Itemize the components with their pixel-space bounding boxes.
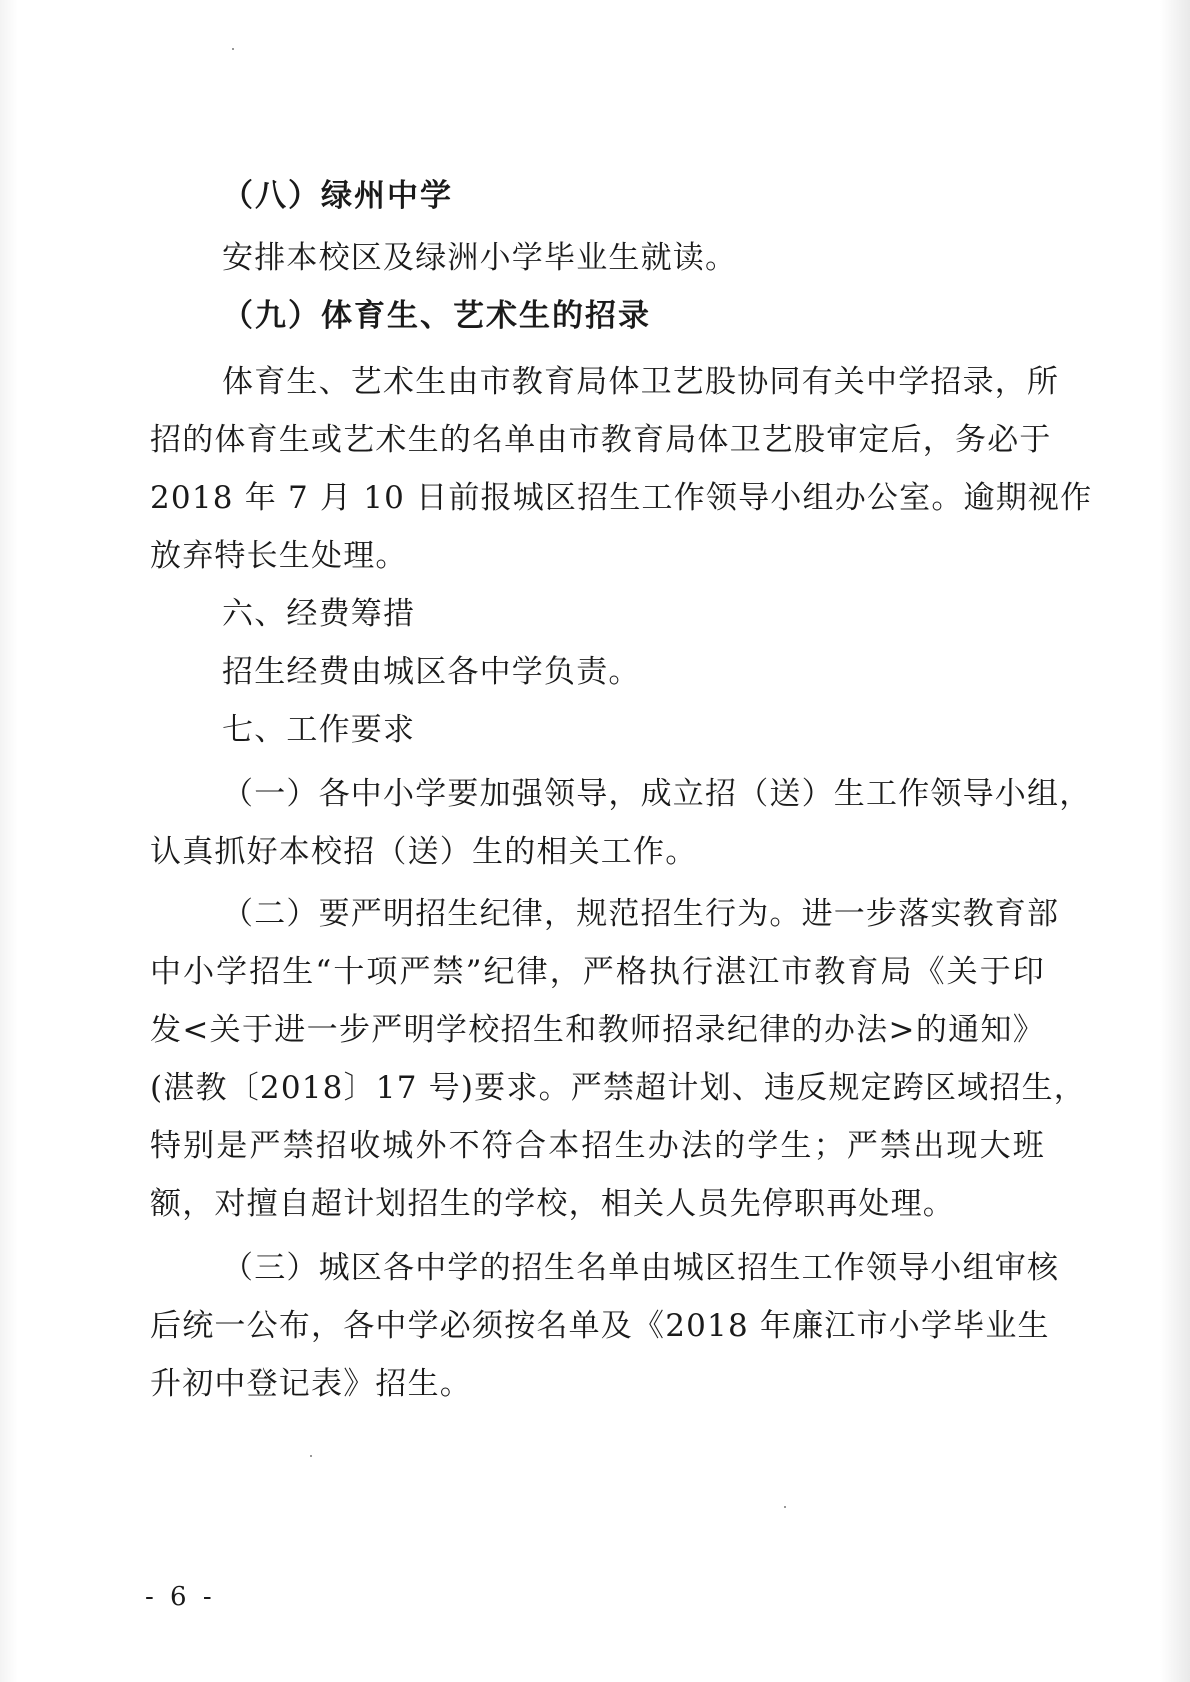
paragraph-line: 招生经费由城区各中学负责。 <box>222 654 641 690</box>
heading-lvzhou-school: （八）绿州中学 <box>222 178 453 214</box>
paragraph-line: 中小学招生“十项严禁”纪律，严格执行湛江市教育局《关于印 <box>150 954 1045 990</box>
section-heading-funding: 六、经费筹措 <box>222 596 416 632</box>
paragraph-line: 特别是严禁招收城外不符合本招生办法的学生；严禁出现大班 <box>150 1128 1045 1164</box>
page-number: - 6 - <box>145 1582 216 1612</box>
scan-speck <box>310 1455 312 1457</box>
paragraph-line: 发<关于进一步严明学校招生和教师招录纪律的办法>的通知》 <box>150 1012 1045 1048</box>
paragraph-line: 认真抓好本校招（送）生的相关工作。 <box>150 834 698 870</box>
heading-sports-art-admission: （九）体育生、艺术生的招录 <box>222 298 651 334</box>
scan-speck <box>232 48 234 50</box>
paragraph-line: （二）要严明招生纪律，规范招生行为。进一步落实教育部 <box>222 896 1060 932</box>
section-heading-requirements: 七、工作要求 <box>222 712 416 748</box>
paragraph-line: 体育生、艺术生由市教育局体卫艺股协同有关中学招录，所 <box>222 364 1060 400</box>
paragraph-line: （三）城区各中学的招生名单由城区招生工作领导小组审核 <box>222 1250 1060 1286</box>
paragraph-line: 升初中登记表》招生。 <box>150 1366 472 1402</box>
scan-speck <box>784 1506 786 1508</box>
paragraph-line: (湛教〔2018〕17 号)要求。严禁超计划、违反规定跨区域招生， <box>150 1070 1086 1106</box>
paragraph-line: 后统一公布，各中学必须按名单及《2018 年廉江市小学毕业生 <box>150 1308 1050 1344</box>
paragraph-line: 安排本校区及绿洲小学毕业生就读。 <box>222 240 738 276</box>
paragraph-line: 额，对擅自超计划招生的学校，相关人员先停职再处理。 <box>150 1186 955 1222</box>
paragraph-line: （一）各中小学要加强领导，成立招（送）生工作领导小组， <box>222 776 1092 812</box>
paragraph-line: 放弃特长生处理。 <box>150 538 408 574</box>
paragraph-line: 2018 年 7 月 10 日前报城区招生工作领导小组办公室。逾期视作 <box>150 480 1093 516</box>
paragraph-line: 招的体育生或艺术生的名单由市教育局体卫艺股审定后，务必于 <box>150 422 1052 458</box>
